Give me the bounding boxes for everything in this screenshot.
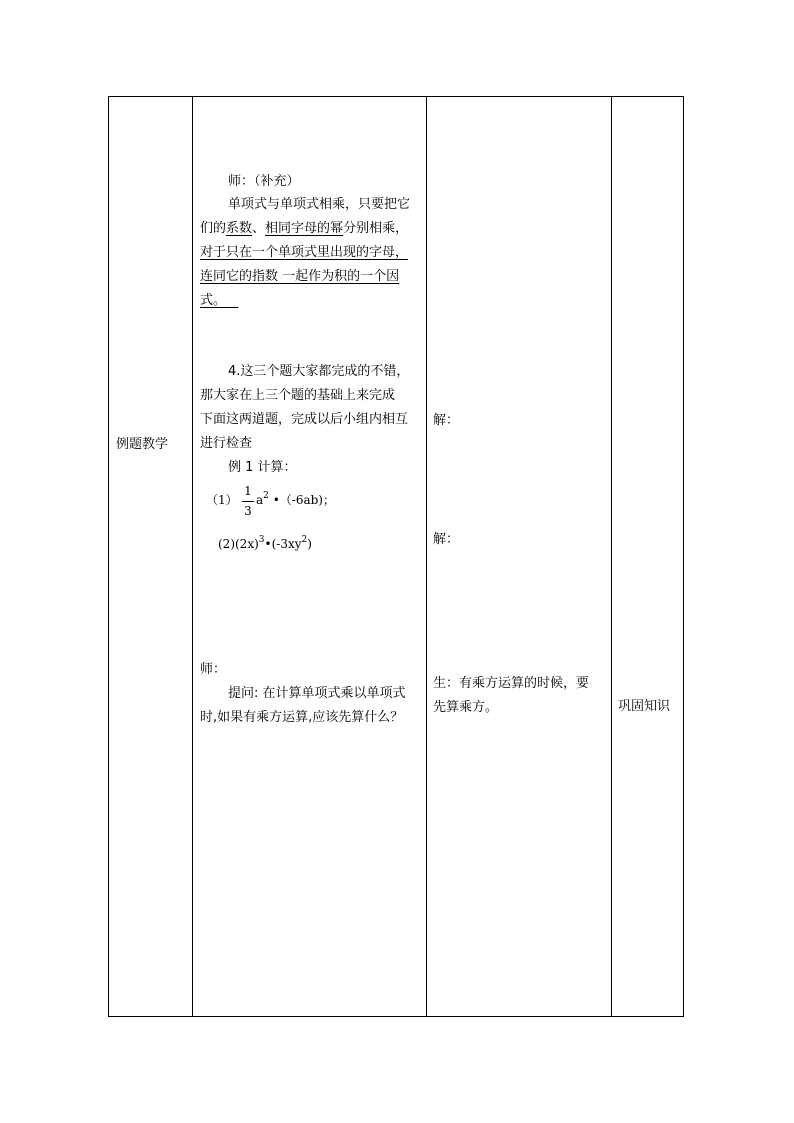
rule-line-4: 连同它的指数 一起作为积的一个因 — [200, 269, 400, 284]
solution-label-2: 解： — [433, 532, 460, 547]
task-line-1: 4.这三个题大家都完成的不错， — [228, 364, 410, 379]
teacher-heading: 师：（补充） — [228, 174, 300, 189]
question-line-1: 提问: 在计算单项式乘以单项式 — [228, 686, 406, 701]
task-line-2: 那大家在上三个题的基础上来完成 — [200, 388, 396, 403]
rule-line-2: 们的系数、相同字母的幂分别相乘， — [200, 221, 409, 236]
underlined-term: 系数 — [226, 221, 253, 236]
problem-2-expression: $(2)(2x)^3•(-3xy^2)$ — [218, 535, 312, 551]
rule-line-3: 对于只在一个单项式里出现的字母， — [200, 245, 409, 260]
underlined-term: 相同字母的幂 — [265, 221, 344, 236]
example-title: 例 1 计算： — [228, 460, 297, 475]
section-label: 例题教学 — [116, 437, 169, 452]
student-answer-line-2: 先算乘方。 — [433, 700, 499, 715]
rule-line-5: 式。 — [200, 293, 227, 308]
column-divider — [611, 97, 612, 1016]
fraction-one-third: 1 3 — [242, 484, 254, 518]
teacher-label: 师： — [200, 662, 227, 677]
task-line-4: 进行检查 — [200, 436, 253, 451]
student-answer-line-1: 生：有乘方运算的时候，要 — [433, 676, 590, 691]
task-line-3: 下面这两道题，完成以后小组内相互 — [200, 412, 409, 427]
purpose-label: 巩固知识 — [618, 699, 671, 714]
column-divider — [192, 97, 193, 1016]
rule-line-1: 单项式与单项式相乘，只要把它 — [228, 197, 411, 212]
solution-label-1: 解： — [433, 413, 460, 428]
column-divider — [426, 97, 427, 1016]
problem-1-expression: $a^2$ •（-6ab)； — [256, 491, 335, 507]
problem-1-label: （1） — [206, 493, 238, 507]
question-line-2: 时,如果有乘方运算,应该先算什么？ — [200, 710, 404, 725]
